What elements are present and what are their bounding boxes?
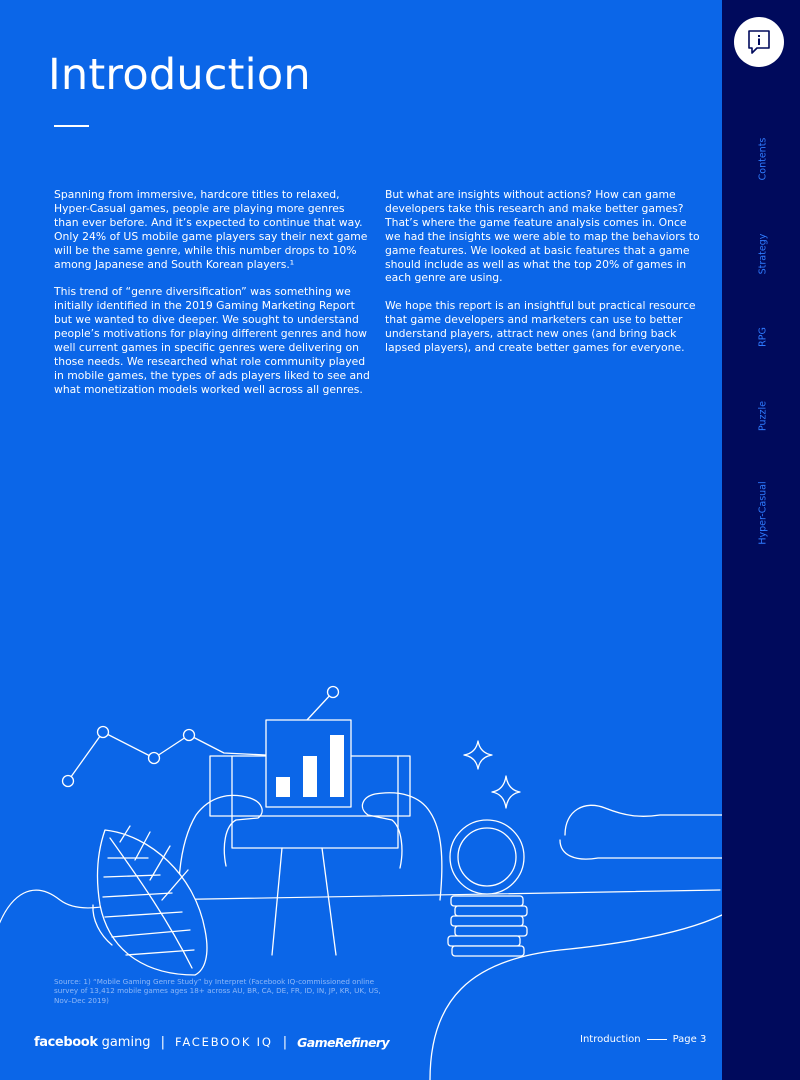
- title-underline: [54, 125, 89, 127]
- sidebar-item-label: RPG: [757, 327, 769, 347]
- paragraph: But what are insights without actions? How can game developers take this research and make better games? That’s where the game feature analysis comes in. Once we had the insights we were able to map the behaviors to game features. We looked at basic features that a game should include as well as what the top 20% of games in each genre are using.: [385, 188, 700, 285]
- text-column-right: [385, 188, 703, 369]
- info-icon: [747, 29, 771, 55]
- paragraph: This trend of “genre diversification” was something we initially identified in the 2019 Gaming Marketing Report but we wanted to dive deeper. We sought to understand people’s motivations for playing different genres and how well current games in specific genres were delivering on those needs. We researched what role community played in mobile games, the types of ads players liked to see and what monetization models worked well across all genres.: [54, 285, 370, 396]
- hero-illustration: [0, 660, 722, 1080]
- coin-stack-icon: [448, 820, 527, 956]
- facebook-iq-logo: FACEBOOK IQ: [174, 1035, 273, 1049]
- partner-logos: [34, 1031, 389, 1053]
- text-column-left: [54, 188, 372, 410]
- facebook-gaming-logo-suffix: gaming: [101, 1034, 151, 1050]
- tablet-icon: [210, 720, 410, 816]
- sparkle-icon: [492, 776, 520, 808]
- gamerefinery-logo: GameRefinery: [297, 1034, 390, 1050]
- sparkle-icon: [464, 741, 492, 769]
- logo-separator: |: [282, 1034, 288, 1050]
- page-indicator: [580, 1034, 706, 1045]
- ribbon-curve-icon: [560, 805, 722, 859]
- page-number: Page 3: [672, 1034, 707, 1045]
- sidebar-item-label: Hyper-Casual: [757, 481, 769, 545]
- facebook-gaming-logo: facebook: [34, 1034, 98, 1050]
- footer-section-label: Introduction: [580, 1034, 641, 1045]
- page-title: Introduction: [48, 50, 311, 100]
- paragraph: We hope this report is an insightful but practical resource that game developers and marketers can use to better understand players, attract new ones (and bring back lapsed players), and create better games for everyone.: [385, 299, 696, 354]
- sleeve-icon: [272, 848, 336, 955]
- sidebar-item-label: Puzzle: [757, 400, 769, 432]
- stem-icon: [232, 816, 398, 848]
- source-footnote: Source: 1) “Mobile Gaming Genre Study” by Interpret (Facebook IQ-commissioned online survey of 13,412 mobile games ages 18+ across AU, BR, CA, DE, FR, ID, IN, JP, KR, UK, US, Nov–Dec 2019): [54, 977, 381, 1005]
- sidebar-item-label: Strategy: [757, 233, 769, 275]
- info-button[interactable]: [734, 17, 784, 67]
- sidebar-item-label: Contents: [757, 137, 769, 181]
- paragraph: Spanning from immersive, hardcore titles to relaxed, Hyper-Casual games, people are playing more genres than ever before. And it’s expected to continue that way. Only 24% of US mobile game players say their next game will be the same genre, while this number drops to 10% among Japanese and South Korean players.¹: [54, 188, 368, 271]
- logo-separator: |: [160, 1034, 165, 1050]
- footer-divider: [647, 1039, 667, 1040]
- leaf-icon: [93, 826, 207, 975]
